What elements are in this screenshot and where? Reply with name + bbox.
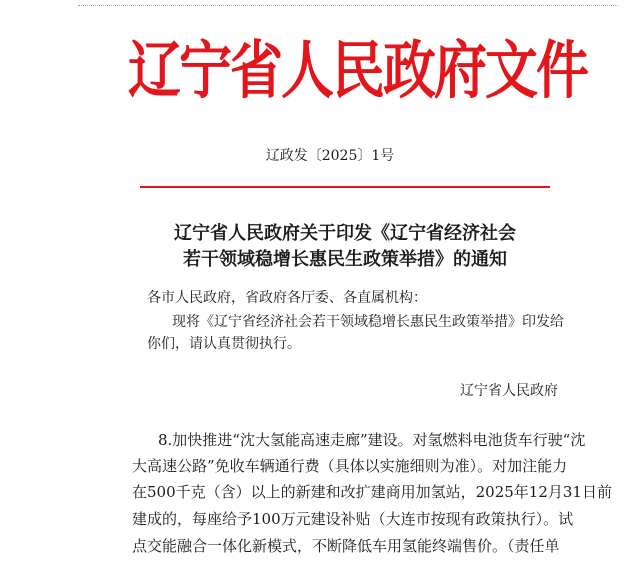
excerpt-line: 8.加快推进“沈大氢能高速走廊”建设。对氢燃料电池货车行驶“沈	[158, 431, 586, 449]
top-dotted-border	[78, 5, 618, 6]
salutation: 各市人民政府，省政府各厅委、各直属机构：	[147, 290, 427, 306]
excerpt-line: 点交能融合一体化新模式，不断降低车用氢能终端售价。（责任单	[132, 537, 560, 555]
notice-paragraph-line-2: 你们，请认真贯彻执行。	[147, 336, 301, 352]
document-number: 辽政发〔2025〕1号	[265, 148, 395, 164]
issuer-signature: 辽宁省人民政府	[460, 383, 558, 399]
document-masthead: 辽宁省人民政府文件	[128, 35, 587, 108]
excerpt-line: 大高速公路”免收车辆通行费（具体以实施细则为准）。对加注能力	[132, 457, 568, 475]
notice-paragraph-line-1: 现将《辽宁省经济社会若干领域稳增长惠民生政策举措》印发给	[172, 314, 564, 330]
red-separator-line	[140, 186, 550, 188]
excerpt-line: 在500千克（含）以上的新建和改扩建商用加氢站，2025年12月31日前	[132, 483, 612, 501]
notice-title-line-1: 辽宁省人民政府关于印发《辽宁省经济社会	[174, 223, 516, 244]
notice-title-line-2: 若干领域稳增长惠民生政策举措》的通知	[183, 249, 507, 270]
excerpt-line: 建成的，每座给予100万元建设补贴（大连市按现有政策执行）。试	[132, 510, 574, 528]
